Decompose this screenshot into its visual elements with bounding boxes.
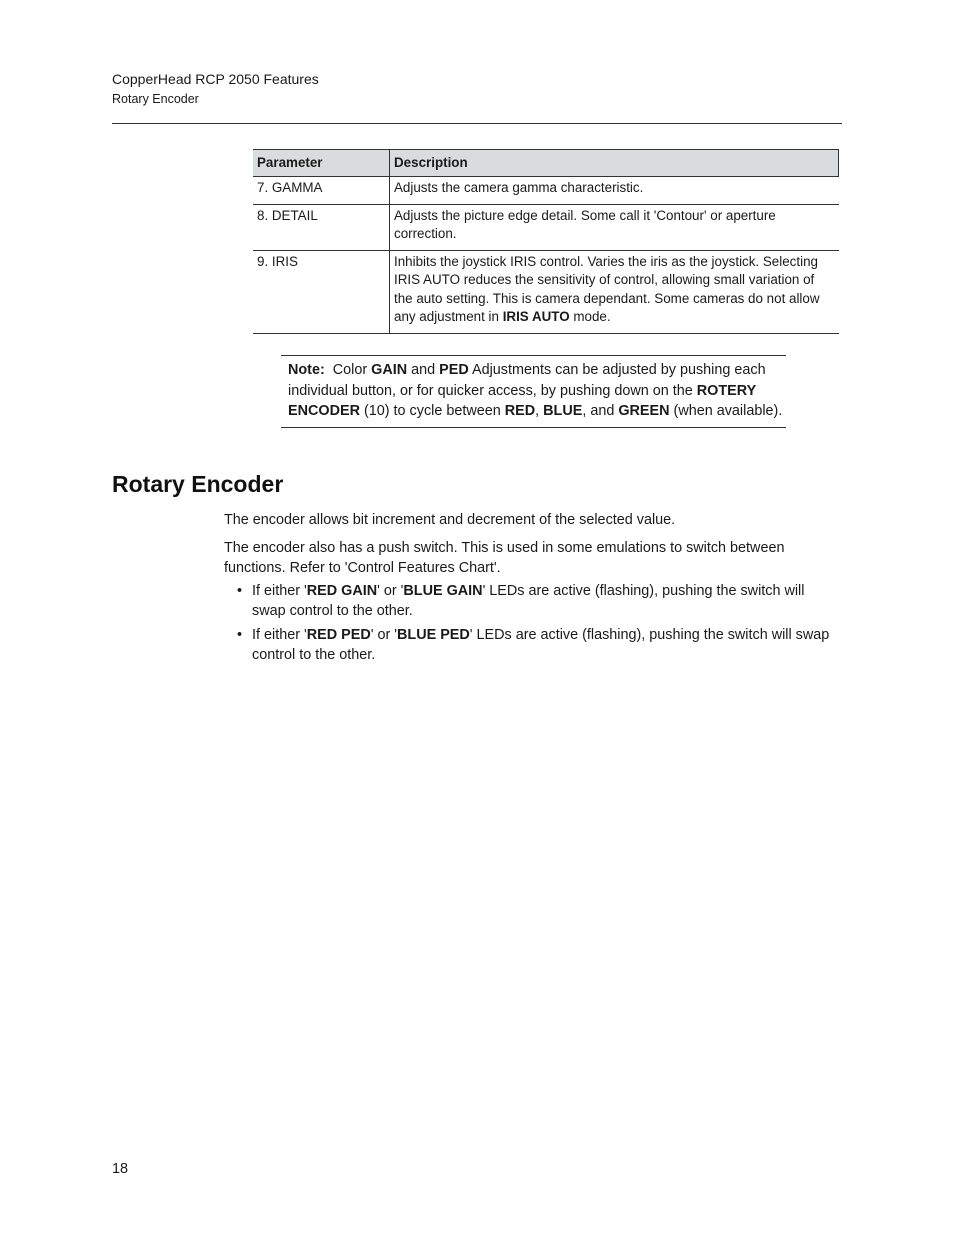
bullet-marker: •: [237, 583, 243, 599]
text-run: Inhibits the joystick IRIS control. Varies the iris as the joystick. Selecting IRIS AUTO reduces the sensitivity of control, allowing small variation of the auto setting. This is camera dependant. Some cameras do not allow any adjustment in: [394, 253, 820, 324]
column-header-parameter: Parameter: [253, 150, 390, 177]
body-paragraph: The encoder also has a push switch. This is used in some emulations to switch between functions. Refer to 'Control Features Chart'.: [224, 540, 785, 576]
table-row: [253, 177, 839, 205]
section-heading: Rotary Encoder: [112, 471, 284, 497]
bold-text: BLUE PED: [397, 627, 470, 643]
text-run: If either ': [252, 583, 307, 599]
text-run: mode.: [569, 309, 611, 324]
text-run: and: [407, 362, 440, 378]
bold-text: IRIS AUTO: [502, 309, 570, 324]
parameter-cell: 9. IRIS: [253, 250, 390, 333]
running-header-title: CopperHead RCP 2050 Features: [112, 71, 319, 87]
description-cell: [390, 177, 839, 205]
bold-text: GAIN: [371, 362, 408, 378]
list-item: [237, 582, 842, 621]
note-box: [281, 355, 786, 428]
description-cell: [390, 204, 839, 250]
table-row: [253, 204, 839, 250]
bold-text: PED: [439, 362, 469, 378]
parameter-cell: 8. DETAIL: [253, 204, 390, 250]
text-run: , and: [582, 403, 619, 419]
bullet-list: [237, 582, 842, 670]
table-header-row: [253, 150, 839, 177]
text-run: ' LEDs are active (flashing), pushing the switch will swap control to the other.: [252, 627, 830, 663]
page-number: 18: [112, 1161, 129, 1177]
bullet-marker: •: [237, 627, 243, 643]
bold-text: RED PED: [306, 627, 371, 643]
bold-text: GREEN: [618, 403, 670, 419]
text-run: Color: [332, 362, 372, 378]
note-label: Note:: [288, 362, 325, 378]
bold-text: RED GAIN: [306, 583, 378, 599]
table-row: [253, 250, 839, 333]
note-text: [288, 362, 782, 419]
text-run: ' or ': [370, 627, 398, 643]
bold-text: BLUE GAIN: [403, 583, 483, 599]
text-run: (when available).: [669, 403, 783, 419]
parameter-cell: 7. GAMMA: [253, 177, 390, 205]
body-paragraph: The encoder allows bit increment and decrement of the selected value.: [224, 512, 676, 528]
parameter-table: [253, 149, 839, 334]
text-run: If either ': [252, 627, 307, 643]
list-item: [237, 626, 842, 665]
column-header-description: Description: [390, 150, 839, 177]
bold-text: BLUE: [543, 403, 583, 419]
text-run: ,: [535, 403, 544, 419]
text-run: Adjustments can be adjusted by pushing each individual button, or for quicker access, by pushing down on the: [288, 362, 766, 399]
bold-text: RED: [504, 403, 536, 419]
text-run: (10) to cycle between: [359, 403, 505, 419]
running-header-subtitle: Rotary Encoder: [112, 92, 199, 106]
text-run: Adjusts the camera gamma characteristic.: [394, 180, 644, 195]
text-run: ' LEDs are active (flashing), pushing the switch will swap control to the other.: [252, 583, 805, 619]
header-divider: [112, 123, 842, 124]
bold-text: ROTERY ENCODER: [288, 382, 756, 419]
text-run: Adjusts the picture edge detail. Some call it 'Contour' or aperture correction.: [394, 207, 776, 241]
description-cell: [390, 250, 839, 333]
text-run: ' or ': [377, 583, 404, 599]
